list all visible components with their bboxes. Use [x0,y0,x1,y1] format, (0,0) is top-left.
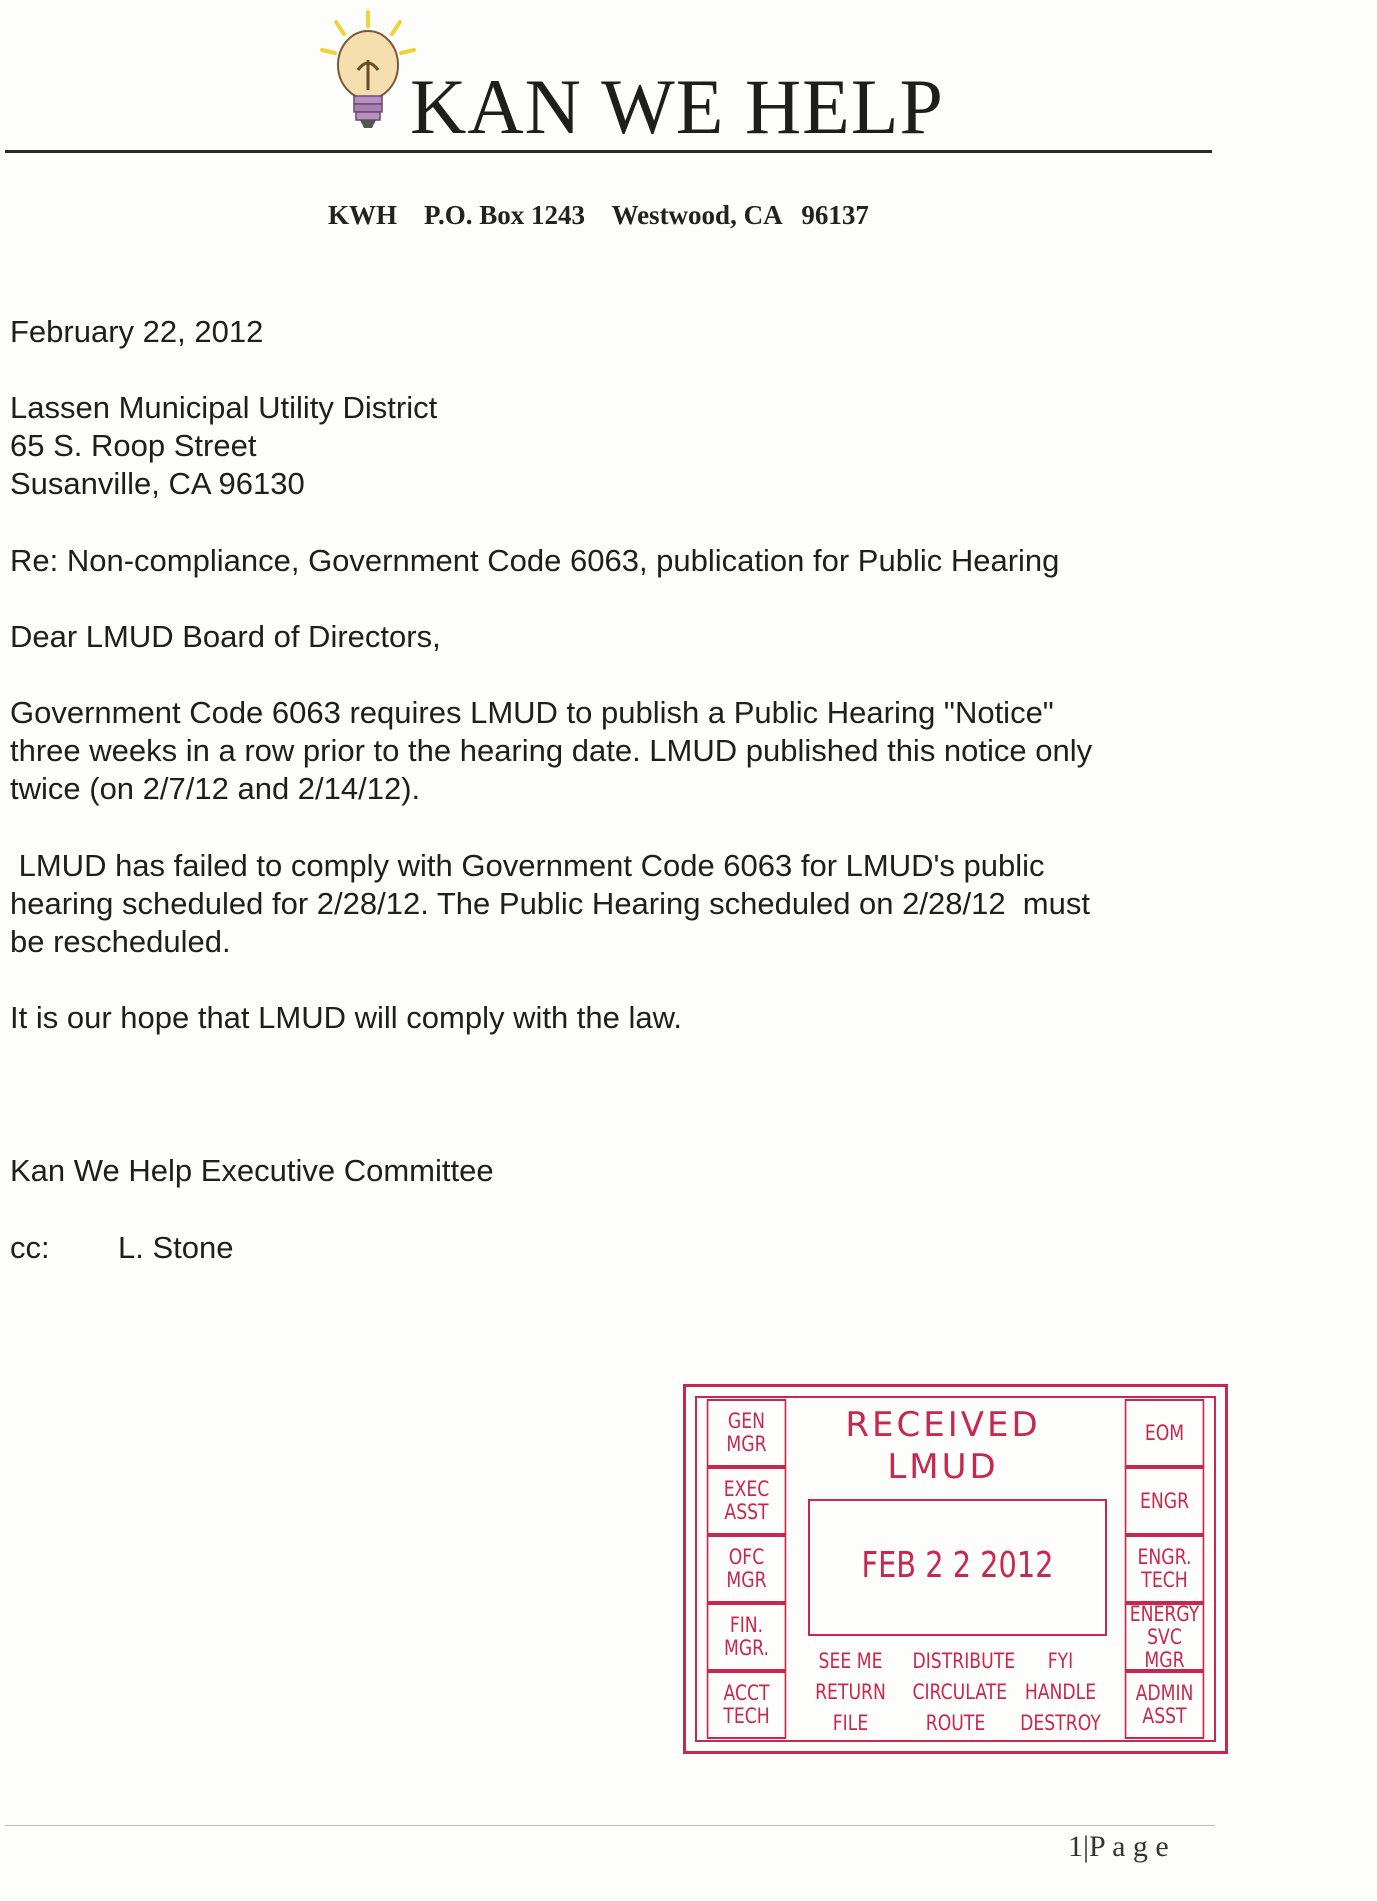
letter-date: February 22, 2012 [10,314,264,349]
stamp-received-label: RECEIVED [845,1405,1041,1445]
stamp-title [793,1404,1093,1488]
org-abbreviation: KWH [328,200,398,230]
recipient-name: Lassen Municipal Utility District [10,390,438,425]
stamp-date-box [808,1499,1107,1636]
stamp-cell-label: OFC MGR [726,1545,767,1592]
stamp-right-cell [1125,1603,1205,1671]
signature: Kan We Help Executive Committee [10,1153,494,1188]
stamp-option: ROUTE [925,1711,986,1735]
stamp-left-cell [707,1535,787,1603]
stamp-cell-label: EXEC ASST [723,1477,770,1524]
stamp-cell-label: ACCT TECH [723,1681,770,1728]
stamp-left-cell [707,1399,787,1467]
stamp-option: HANDLE [1024,1680,1097,1704]
footer-divider [5,1825,1215,1826]
recipient-street: 65 S. Roop Street [10,428,257,463]
paragraph-line: It is our hope that LMUD will comply with the law. [10,1000,682,1035]
organization-name: KAN WE HELP [410,63,944,150]
stamp-option: RETURN [815,1680,886,1704]
paragraph-line: Government Code 6063 requires LMUD to publish a Public Hearing "Notice" [10,695,1054,730]
stamp-cell-label: ENGR [1139,1488,1190,1513]
stamp-option: FYI [1047,1649,1074,1673]
stamp-right-cell [1125,1467,1205,1535]
stamp-cell-label: FIN. MGR. [723,1613,770,1660]
paragraph-line: twice (on 2/7/12 and 2/14/12). [10,771,421,806]
salutation: Dear LMUD Board of Directors, [10,619,441,654]
sender-address [328,200,869,231]
stamp-left-cell [707,1467,787,1535]
stamp-left-cell [707,1671,787,1739]
stamp-option: FILE [832,1711,869,1735]
stamp-option: SEE ME [818,1649,883,1673]
paragraph-line: hearing scheduled for 2/28/12. The Public Hearing scheduled on 2/28/12 must [10,886,1090,921]
stamp-cell-label: EOM [1144,1420,1185,1445]
paragraph-line: LMUD has failed to comply with Government Code 6063 for LMUD's public [10,848,1045,883]
stamp-date: FEB 2 2 2012 [861,1545,1054,1586]
page-number: 1 [1068,1830,1083,1863]
sender-city: Westwood, CA [611,200,782,230]
stamp-org-label: LMUD [887,1447,999,1487]
cc-name: L. Stone [118,1230,234,1265]
po-box: P.O. Box 1243 [424,200,586,230]
recipient-city: Susanville, CA 96130 [10,466,305,501]
stamp-right-cell [1125,1535,1205,1603]
page-footer: 1|P a g e [1068,1830,1169,1863]
paragraph [10,847,1210,961]
paragraph-line: be rescheduled. [10,924,231,959]
paragraph [10,694,1210,808]
stamp-cell-label: GEN MGR [726,1409,767,1456]
stamp-option: DISTRIBUTE [912,1649,1016,1673]
page-label: P a g e [1089,1830,1169,1863]
stamp-right-cell [1125,1671,1205,1739]
sender-zip: 96137 [801,200,869,230]
lightbulb-logo-icon [318,10,418,135]
stamp-option: DESTROY [1020,1711,1101,1735]
stamp-option: CIRCULATE [912,1680,1008,1704]
header-divider [5,150,1212,153]
stamp-left-cell [707,1603,787,1671]
subject-line: Re: Non-compliance, Government Code 6063, publication for Public Hearing [10,543,1060,578]
stamp-cell-label: ENGR. TECH [1137,1545,1192,1592]
cc-label: cc: [10,1230,50,1265]
stamp-cell-label: ADMIN ASST [1135,1681,1194,1728]
received-stamp [683,1384,1228,1754]
stamp-cell-label: ENERGY SVC MGR [1129,1601,1200,1672]
stamp-right-cell [1125,1399,1205,1467]
paragraph [10,999,1210,1037]
paragraph-line: three weeks in a row prior to the hearing date. LMUD published this notice only [10,733,1093,768]
